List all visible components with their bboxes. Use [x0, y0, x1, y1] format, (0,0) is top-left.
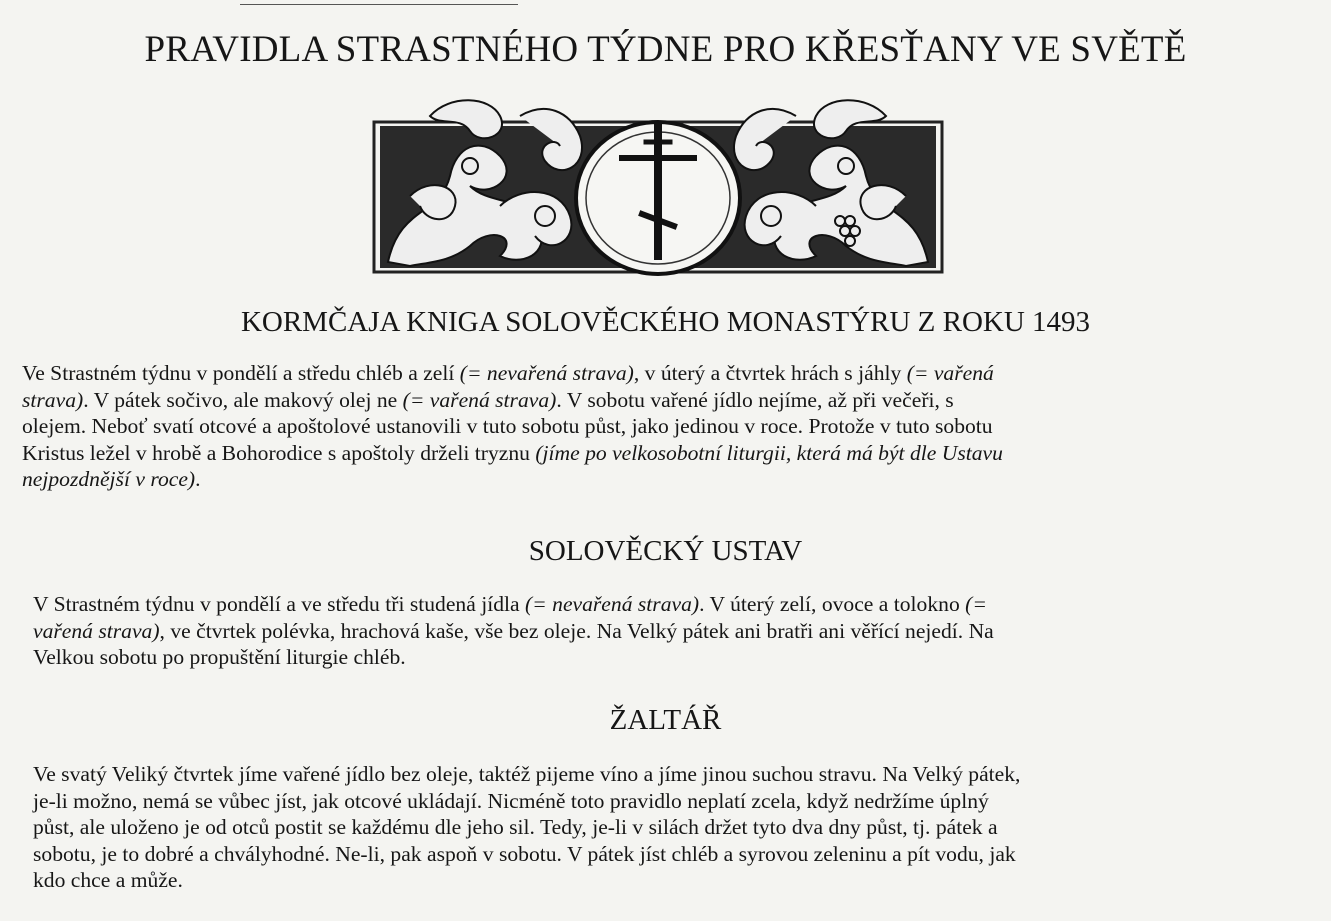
text-run: . — [195, 467, 201, 491]
text-run: Ve Strastném týdnu v pondělí a středu chléb a zelí — [22, 361, 460, 385]
text-run: sobotu, je to dobré a chvályhodné. Ne-li, pak aspoň v sobotu. V pátek jíst chléb a syrovou zeleninu a pít vodu, jak — [33, 841, 1016, 866]
italic-text-run: (= nevařená strava) — [524, 592, 700, 616]
section-text-zaltar — [33, 761, 1301, 894]
text-line — [33, 867, 1301, 894]
text-line — [33, 761, 1301, 788]
text-run: , v úterý a čtvrtek hrách s jáhly — [633, 361, 907, 385]
italic-text-run: (= vařená strava) — [402, 387, 557, 412]
italic-text-run: nejpozdnější v roce) — [22, 467, 196, 491]
text-run: V Strastném týdnu v pondělí a ve středu tři studená jídla — [33, 592, 525, 616]
section-text-solovecky-ustav — [33, 591, 1293, 671]
italic-text-run: strava) — [22, 387, 84, 412]
text-run: . V pátek sočivo, ale makový olej ne — [83, 387, 403, 412]
italic-text-run: (= vařená — [906, 361, 994, 385]
text-run: kdo chce a může. — [33, 868, 183, 892]
text-line — [22, 440, 1292, 467]
text-line — [33, 788, 1301, 815]
top-rule — [240, 4, 518, 5]
text-run: Ve svatý Veliký čtvrtek jíme vařené jídlo bez oleje, taktéž pijeme víno a jíme jinou suchou stravu. Na Velký pátek, — [33, 762, 1021, 786]
text-line — [33, 591, 1293, 618]
text-line — [22, 387, 1292, 414]
text-line — [22, 413, 1292, 440]
section-heading-solovecky-ustav: SOLOVĚCKÝ USTAV — [528, 535, 803, 567]
section-text-kormcaja — [22, 360, 1292, 493]
italic-text-run: (jíme po velkosobotní liturgii, která má být dle Ustavu — [535, 440, 1003, 465]
italic-text-run: (= nevařená strava) — [459, 361, 634, 385]
text-line — [22, 466, 1292, 493]
section-heading-zaltar: ŽALTÁŘ — [609, 704, 722, 736]
text-line — [33, 644, 1293, 671]
text-run: je-li možno, nemá se vůbec jíst, jak otcové ukládají. Nicméně toto pravidlo neplatí zcela, když nedržíme úplný — [33, 788, 989, 813]
text-line — [33, 618, 1293, 645]
text-run: Velkou sobotu po propuštění liturgie chléb. — [33, 645, 406, 669]
text-run: olejem. Neboť svatí otcové a apoštolové ustanovili v tuto sobotu půst, jako jedinou v roce. Protože v tuto sobotu — [22, 414, 993, 438]
ornamental-cross-vignette — [370, 86, 946, 276]
page-title: PRAVIDLA STRASTNÉHO TÝDNE PRO KŘESŤANY VE SVĚTĚ — [144, 29, 1187, 70]
text-run: Kristus ležel v hrobě a Bohorodice s apoštoly drželi tryznu — [22, 440, 536, 465]
text-line — [22, 360, 1292, 387]
italic-text-run: (= — [965, 592, 987, 616]
text-run: . V úterý zelí, ovoce a tolokno — [699, 592, 966, 616]
text-run: půst, ale uloženo je od otců postit se každému dle jeho sil. Tedy, je-li v silách držet tyto dva dny půst, tj. pátek a — [33, 815, 998, 839]
text-run: . V sobotu vařené jídlo nejíme, až při večeři, s — [556, 387, 954, 412]
text-run: , ve čtvrtek polévka, hrachová kaše, vše bez oleje. Na Velký pátek ani bratři ani věřící nejedí. Na — [159, 618, 994, 643]
text-line — [33, 814, 1301, 841]
section-heading-kormcaja: KORMČAJA KNIGA SOLOVĚCKÉHO MONASTÝRU Z ROKU 1493 — [240, 306, 1091, 338]
text-line — [33, 841, 1301, 868]
italic-text-run: vařená strava) — [33, 618, 160, 643]
